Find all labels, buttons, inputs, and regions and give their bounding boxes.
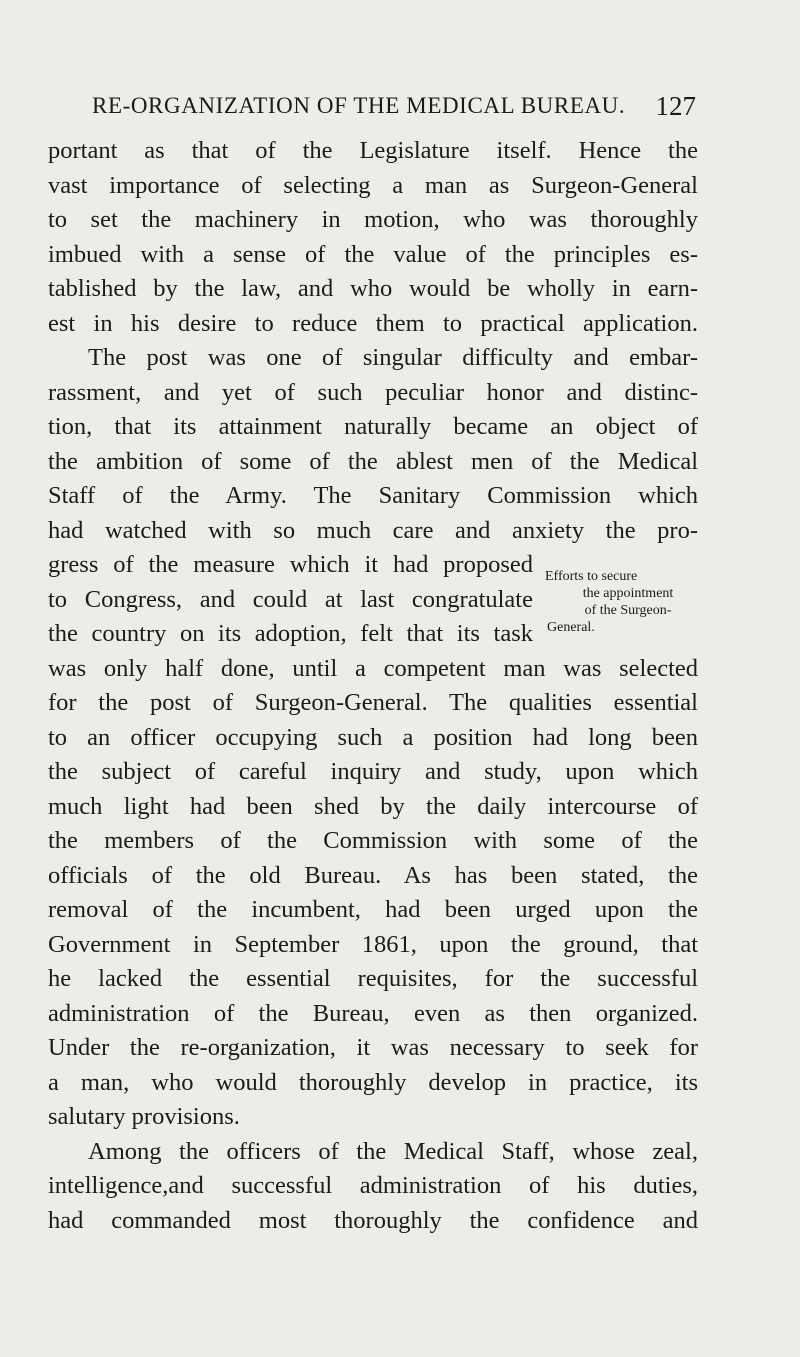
margin-note-line: of the Surgeon- xyxy=(584,603,672,618)
text-line: administration of the Bureau, even as then organized. xyxy=(48,999,698,1027)
page-number: 127 xyxy=(655,91,696,121)
text-line: tion, that its attainment naturally became an object of xyxy=(48,413,698,440)
text-line: Among the officers of the Medical Staff, whose zeal, xyxy=(88,1137,698,1165)
margin-note-line: Efforts to secure xyxy=(545,569,638,584)
page-header xyxy=(92,88,696,124)
margin-note-line: the appointment xyxy=(582,586,674,601)
text-line: officials of the old Bureau. As has been stated, the xyxy=(48,861,698,889)
text-line: Staff of the Army. The Sanitary Commission which xyxy=(48,482,698,509)
text-line: portant as that of the Legislature itself. Hence the xyxy=(48,137,698,164)
text-line: rassment, and yet of such peculiar honor and distinc- xyxy=(48,378,698,406)
text-line: the country on its adoption, felt that its task xyxy=(48,620,533,647)
text-line: est in his desire to reduce them to practical application. xyxy=(48,309,698,337)
text-line: had commanded most thoroughly the confidence and xyxy=(48,1206,698,1234)
text-line: had watched with so much care and anxiety the pro- xyxy=(48,516,698,544)
text-line: salutary provisions. xyxy=(48,1103,240,1130)
text-line: to Congress, and could at last congratulate xyxy=(48,585,533,613)
text-line: vast importance of selecting a man as Surgeon-General xyxy=(48,171,698,199)
text-line: intelligence,and successful administration of his duties, xyxy=(48,1172,698,1199)
text-line: Government in September 1861, upon the ground, that xyxy=(48,930,698,958)
text-line: to set the machinery in motion, who was thoroughly xyxy=(48,206,698,233)
text-line: was only half done, until a competent man was selected xyxy=(48,654,698,682)
margin-note-line: General. xyxy=(547,620,595,635)
margin-note xyxy=(543,568,713,636)
text-line: the subject of careful inquiry and study, upon which xyxy=(48,758,698,785)
text-line: removal of the incumbent, had been urged upon the xyxy=(48,896,698,923)
text-line: he lacked the essential requisites, for the successful xyxy=(48,965,698,992)
running-head: RE-ORGANIZATION OF THE MEDICAL BUREAU. xyxy=(92,93,626,118)
text-line: for the post of Surgeon-General. The qualities essential xyxy=(48,689,698,716)
text-line: The post was one of singular difficulty and embar- xyxy=(88,344,698,371)
text-line: the members of the Commission with some of the xyxy=(48,827,698,854)
text-line: much light had been shed by the daily intercourse of xyxy=(48,792,698,820)
text-line: imbued with a sense of the value of the principles es- xyxy=(48,240,698,268)
text-line: the ambition of some of the ablest men of the Medical xyxy=(48,447,698,475)
text-line: tablished by the law, and who would be wholly in earn- xyxy=(48,275,698,302)
text-line: to an officer occupying such a position had long been xyxy=(48,723,698,751)
text-line: gress of the measure which it had proposed xyxy=(48,551,533,578)
text-line: Under the re-organization, it was necessary to seek for xyxy=(48,1034,698,1061)
text-line: a man, who would thoroughly develop in practice, its xyxy=(48,1068,698,1096)
body-text xyxy=(48,134,698,1238)
